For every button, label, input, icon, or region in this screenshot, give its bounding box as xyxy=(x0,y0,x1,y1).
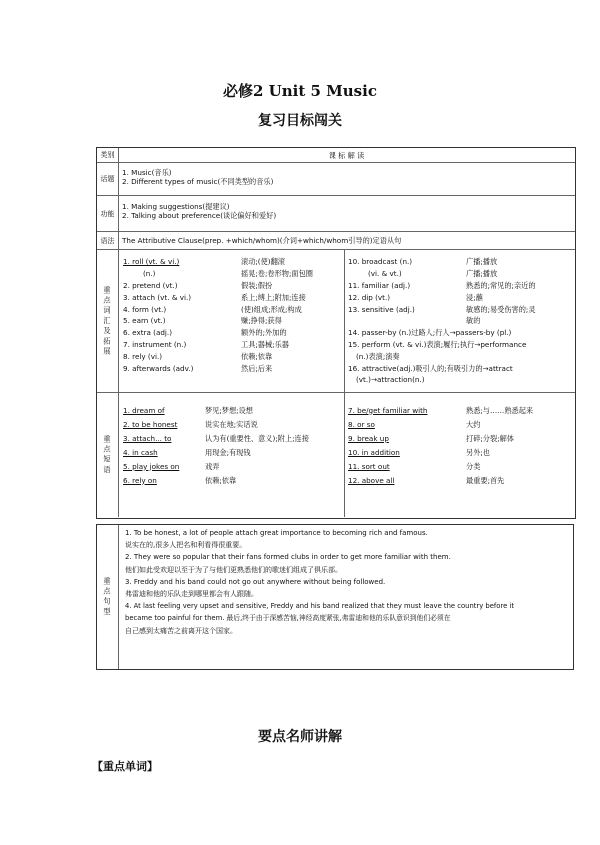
phrase-item: 2. to be honest 说实在地;实话说 xyxy=(123,419,258,429)
phrase-item: 10. in addition 另外;也 xyxy=(348,447,490,457)
phrase-item: 4. in cash 用现金;有现钱 xyxy=(123,447,251,457)
vocab-item: 7. instrument (n.) 工具;器械;乐器 xyxy=(123,339,289,349)
topic-line: 1. Music(音乐) xyxy=(122,168,172,177)
vocab-item: 14. passer-by (n.)过路人;行人→passers-by (pl.) xyxy=(348,328,512,338)
vocab-item: (n.) 摇晃;卷;卷形物;面包圈 xyxy=(143,269,313,279)
page-title: 必修2 Unit 5 Music xyxy=(223,82,377,100)
phrase-item: 12. above all 最重要;首先 xyxy=(348,475,505,485)
phrase-item: 8. or so 大约 xyxy=(348,419,481,429)
phrase-item: 3. attach... to 认为有(重要性、意义);附上;连接 xyxy=(123,433,309,443)
sentence-line: 3. Freddy and his band could not go out anywhere without being followed. xyxy=(125,577,386,586)
sentence-line: 他们如此受欢迎以至于为了与他们更熟悉他们的歌迷们组成了俱乐部。 xyxy=(125,565,342,574)
sentence-line: 2. They were so popular that their fans formed clubs in order to get more familiar with them. xyxy=(125,553,451,562)
phrase-item: 9. break up 打碎;分裂;解体 xyxy=(348,433,514,443)
grammar-label: 语法 xyxy=(97,232,119,250)
vocab-item: 13. sensitive (adj.) 敏感的;易受伤害的;灵 xyxy=(348,304,536,314)
phrase-item: 6. rely on 依赖;依靠 xyxy=(123,475,237,485)
vocab-item: 敏的 xyxy=(466,316,481,326)
function-line: 2. Talking about preference(谈论偏好和爱好) xyxy=(122,211,277,220)
sentences-label: 重点句型 xyxy=(103,576,112,618)
vocab-item: 6. extra (adj.) 额外的;外加的 xyxy=(123,328,287,338)
vocab-item: 11. familiar (adj.) 熟悉的;常见的;亲近的 xyxy=(348,280,536,290)
vocab-item: (vt.)→attraction(n.) xyxy=(356,375,425,385)
topic-line: 2. Different types of music(不同类型的音乐) xyxy=(122,177,274,186)
section-label: 【重点单词】 xyxy=(92,760,158,773)
review-table xyxy=(96,147,576,519)
topic-row xyxy=(97,163,575,196)
phrase-item: 11. sort out 分类 xyxy=(348,461,481,471)
sentence-line: 弗雷迪和他的乐队走到哪里都会有人跟随。 xyxy=(125,589,258,598)
vocab-item: 12. dip (vt.) 浸;蘸 xyxy=(348,292,483,302)
vocab-item: 10. broadcast (n.) 广播;播放 xyxy=(348,257,498,267)
vocab-item: 8. rely (vi.) 依赖;依靠 xyxy=(123,351,273,361)
function-label: 功能 xyxy=(97,196,119,232)
vocab-item: 16. attractive(adj.)吸引人的;有吸引力的→attract xyxy=(348,363,513,373)
phrases-label: 重点短语 xyxy=(103,434,112,476)
vocab-item: 15. perform (vt. & vi.)表演;履行;执行→performance xyxy=(348,339,527,349)
vocab-item: 5. earn (vt.) 赚;挣得;获得 xyxy=(123,316,282,326)
header-interpretation: 课 标 解 读 xyxy=(328,151,365,160)
sentence-line: 4. At last feeling very upset and sensitive, Freddy and his band realized that they must leave the country before it xyxy=(125,602,514,611)
section-title: 要点名师讲解 xyxy=(258,729,342,745)
sentence-patterns-table xyxy=(96,524,574,670)
function-line: 1. Making suggestions(提建议) xyxy=(122,202,230,211)
phrase-item: 5. play jokes on 戏弄 xyxy=(123,461,220,471)
table-header-row xyxy=(97,148,575,163)
phrase-item: 7. be/get familiar with 熟悉;与……熟悉起来 xyxy=(348,405,534,415)
header-category: 类别 xyxy=(97,148,119,163)
vocab-item: 3. attach (vt. & vi.) 系上;缚上;附加;连接 xyxy=(123,292,306,302)
vocab-row xyxy=(97,250,575,393)
vocab-item: 1. roll (vt. & vi.) 滚动;(使)翻滚 xyxy=(123,257,285,267)
phrase-item: 1. dream of 梦见;梦想;设想 xyxy=(123,405,253,415)
topic-label: 话题 xyxy=(97,163,119,196)
sentence-line: 1. To be honest, a lot of people attach great importance to becoming rich and famous. xyxy=(125,529,428,537)
sentence-line: 说实在的,很多人把名和利看得很重要。 xyxy=(125,541,247,550)
sentence-line: 自己感到太痛苦之前离开这个国家。 xyxy=(125,626,237,635)
vocab-item: 4. form (vt.) (使)组成;形成;构成 xyxy=(123,304,302,314)
grammar-row xyxy=(97,232,575,250)
function-row xyxy=(97,196,575,232)
sentence-line: became too painful for them. 最后,终于由于深感苦恼,神经高度紧张,弗雷迪和他的乐队意识到他们必须在 xyxy=(125,614,451,623)
vocab-label: 重点词汇及拓展 xyxy=(103,285,112,358)
vocab-item: 9. afterwards (adv.) 然后;后来 xyxy=(123,363,273,373)
vocab-item: (vi. & vt.) 广播;播放 xyxy=(368,269,498,279)
grammar-line: The Attributive Clause(prep. +which/whom)(介词+which/whom引导的)定语从句 xyxy=(122,236,402,245)
vocab-item: (n.)表演;演奏 xyxy=(356,351,400,361)
page-subtitle: 复习目标闯关 xyxy=(258,113,342,129)
vocab-item: 2. pretend (vt.) 假装;假扮 xyxy=(123,280,273,290)
phrases-row xyxy=(97,393,575,517)
